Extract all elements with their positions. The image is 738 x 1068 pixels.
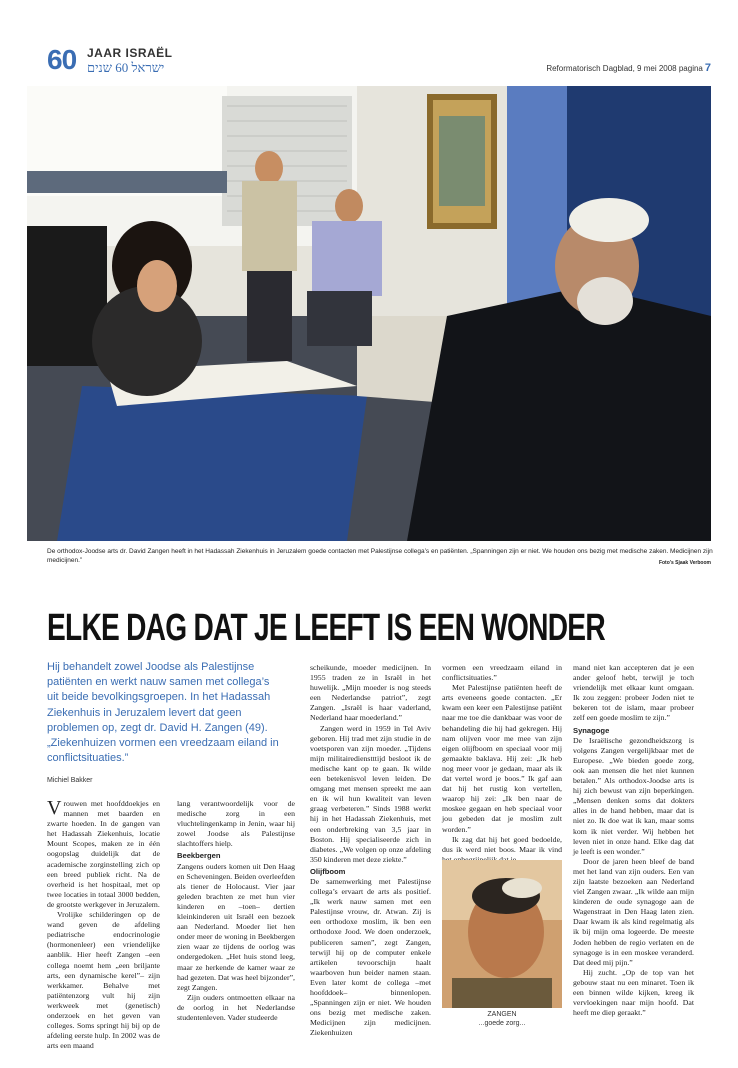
headline: ELKE DAG DAT JE LEEFT IS EEN WONDER bbox=[47, 607, 605, 649]
logo-hebrew: ישראל 60 שנים bbox=[87, 60, 165, 75]
column-5 bbox=[573, 663, 694, 1018]
paragraph: scheikunde, moeder medicijnen. In 1955 traden ze in Israël in het huwelijk. „Mijn moeder is nog steeds een Nederlandse patriot”, zegt Zangen. „Israël is haar vaderland, Nederland haar moederland.” bbox=[310, 663, 431, 723]
portrait-subcaption: ...goede zorg... bbox=[478, 1020, 526, 1027]
logo-title: JAAR ISRAËL bbox=[87, 46, 173, 60]
intro: Hij behandelt zowel Joodse als Palestijnse patiënten en werkt nauw samen met collega’s uit beide bevolkingsgroepen. In het Hadassah Ziekenhuis in Jeruzalem levert dat geen problemen op, zegt dr. David H. Zangen (49). „Ziekenhuizen vormen een vreedzaam eiland in conflictsituaties.” bbox=[47, 661, 279, 765]
author: Michiel Bakker bbox=[47, 777, 93, 784]
column-2 bbox=[177, 799, 295, 1023]
paragraph bbox=[47, 799, 160, 910]
paragraph: Met Palestijnse patiënten heeft de arts eveneens goede contacten. „Er kwam een keer een Palestijnse patiënt naar me toe die dankbaar was voor de behandeling die hij had gekregen. Hij nam olijven voor me mee van zijn eigen olijfboom en speciaal voor mij gemaakte baklava. Hij zei: „Ik heb nog meer voor je gedaan, maar als ik dat vertel word je boos.” Ik gaf aan dat hij het rustig kon vertellen, waarop hij zei: „Ik ben naar de moskee gegaan en heb speciaal voor jou gebeden dat je moslim zult worden.” bbox=[442, 683, 562, 834]
portrait-caption bbox=[442, 1010, 562, 1028]
subheading: Olijfboom bbox=[310, 866, 346, 876]
paragraph: Zangens ouders komen uit Den Haag en Scheveningen. Beiden overleefden als tiener de Holocaust. Vier jaar geleden brachten ze met hun vier kinderen en –toen– dertien kleinkinderen uit Israël een bezoek aan Nederland. Moeder liet hen onder meer de woning in Beekbergen zien waar ze tijdens de oorlog was ondergedoken. „Het huis stond leeg, maar ze herkende de kamer waar ze had gezeten. Dat was heel bijzonder”, zegt Zangen. bbox=[177, 861, 295, 992]
paragraph: Zijn ouders ontmoetten elkaar na de oorlog in het Nederlandse studentenleven. Vader studeerde bbox=[177, 992, 295, 1022]
paragraph: Door de jaren heen bleef de band met het land van zijn ouders. Een van zijn laatste bezoeken aan Nederland viel Zangen zwaar. „Ik wilde aan mijn kinderen de oude synagoge aan de Wagenstraat in Den Haag laten zien. Daar kwam ik als kind regelmatig als ik bij mijn oma logeerde. De meeste Joden hebben de regio verlaten en de synagoge is in een moskee veranderd. Dat deed mij pijn.” bbox=[573, 856, 694, 967]
paragraph: mand niet kan accepteren dat je een ander geloof hebt, terwijl je toch vriendelijk met elkaar kunt omgaan. Ik zou zeggen: probeer Joden niet te bekeren tot de islam, maar probeer zelf een goede moslim te zijn.” bbox=[573, 663, 694, 723]
paragraph: De Israëlische gezondheidszorg is volgens Zangen vergelijkbaar met de Europese. „We bieden goede zorg, ook aan mensen die het niet kunnen betalen.” Als orthodox-Joodse arts is hij zich bewust van zijn beperkingen. „Mensen denken soms dat dokters alles in de hand hebben, maar dat is niet zo. Ik doe wat ik kan, maar soms kom ik niet verder. Wij hebben het leven niet in onze hand. Elke dag dat je leeft is een wonder.” bbox=[573, 735, 694, 856]
photo-credit: Foto’s Sjaak Verboom bbox=[658, 560, 711, 566]
paragraph: Zangen werd in 1959 in Tel Aviv geboren. Hij trad met zijn studie in de voetsporen van zijn moeder. „Tijdens mijn militairedienstttijd besloot ik de medische kant op te gaan. Ik wilde een betekenisvol leven leiden. De omgang met mensen spreekt me aan en ik wil hun kwaliteit van leven graag verbeteren.” Sinds 1988 werkt hij in het Hadassah Ziekenhuis, met een onderbreking van 3,5 jaar in Boston. Hij specialiseerde zich in diabetes. „We volgen op onze afdeling 350 kinderen met deze ziekte.” bbox=[310, 723, 431, 864]
portrait-image bbox=[442, 860, 562, 1008]
paragraph: vormen een vreedzaam eiland in conflictsituaties.” bbox=[442, 663, 562, 683]
main-photo-image bbox=[27, 86, 711, 541]
page-number: 7 bbox=[704, 62, 711, 74]
column-3 bbox=[310, 663, 431, 1038]
main-photo bbox=[27, 86, 711, 541]
subheading: Beekbergen bbox=[177, 851, 221, 861]
paragraph: Vrolijke schilderingen op de wand geven de afdeling pediatrische endocrinologie (hormonenleer) een vriendelijke aanblik. Hier heeft Zangen –een collega noemt hem „een briljante arts, een dynamische kerel”– zijn werkkamer. Behalve met patiëntenzorg vult hij zijn werkweek met (genetisch) onderzoek en het geven van colleges. Soms springt hij bij op de afdeling eerste hulp. In 2002 was de arts een maand bbox=[47, 910, 160, 1051]
subheading: Synagoge bbox=[573, 725, 610, 735]
paragraph: De samenwerking met Palestijnse collega’s ervaart de arts als positief. „Ik werk nauw samen met een Palestijnse vrouw, dr. Atwan. Zij is een orthodoxe moslim, ik ben een orthodoxe Jood. We doen onderzoek, publiceren samen”, zegt Zangen, terwijl hij op de computer enkele artikelen tevoorschijn haalt waarboven hun beider namen staan. Even later komt de collega –met hoofddoek– binnenlopen. „Spanningen zijn er niet. We houden ons bezig met medische zaken. Medicijnen zijn medicijnen. Ziekenhuizen bbox=[310, 876, 431, 1038]
dropcap: V bbox=[47, 797, 62, 819]
photo-caption: De orthodox-Joodse arts dr. David Zangen heeft in het Hadassah Ziekenhuis in Jeruzalem goede contacten met Palestijnse collega’s en patiënten. „Spanningen zijn er niet. We houden ons bezig met medische zaken. Medicijnen zijn medicijnen.” bbox=[47, 548, 713, 564]
portrait-photo bbox=[442, 860, 562, 1008]
portrait-name: ZANGEN bbox=[487, 1011, 517, 1018]
column-4 bbox=[442, 663, 562, 865]
section-logo bbox=[47, 44, 247, 78]
paragraph-text: rouwen met hoofddoekjes en mannen met baarden en zwarte hoeden. In de gangen van het Hadassah Ziekenhuis, locatie Mount Scopes, maken ze in één oogopslag duidelijk dat de academische zorginstelling zich op een breed publiek richt. Na de overheid is het hospitaal, met op twee locaties in totaal 3000 bedden, de grootste werkgever in Jeruzalem. bbox=[47, 799, 160, 909]
paragraph: lang verantwoordelijk voor de medische zorg in een vluchtelingenkamp in Jenin, waar hij zowel Joodse als Palestijnse slachtoffers hielp. bbox=[177, 799, 295, 849]
paragraph: Ik zag dat hij het goed bedoelde, dus ik werd niet boos. Maar ik vind bbox=[442, 834, 562, 854]
paper-name: Reformatorisch Dagblad, 9 mei 2008 pagina bbox=[546, 64, 703, 73]
logo-number: 60 bbox=[47, 44, 77, 75]
paragraph: Hij zucht. „Op de top van het gebouw staat nu een minaret. Toen ik een binnen wilde kijken, kreeg ik vervloekingen naar mijn hoofd. Dat heeft me diep geraakt.” bbox=[573, 967, 694, 1018]
page-header bbox=[546, 62, 711, 74]
column-1 bbox=[47, 799, 160, 1051]
